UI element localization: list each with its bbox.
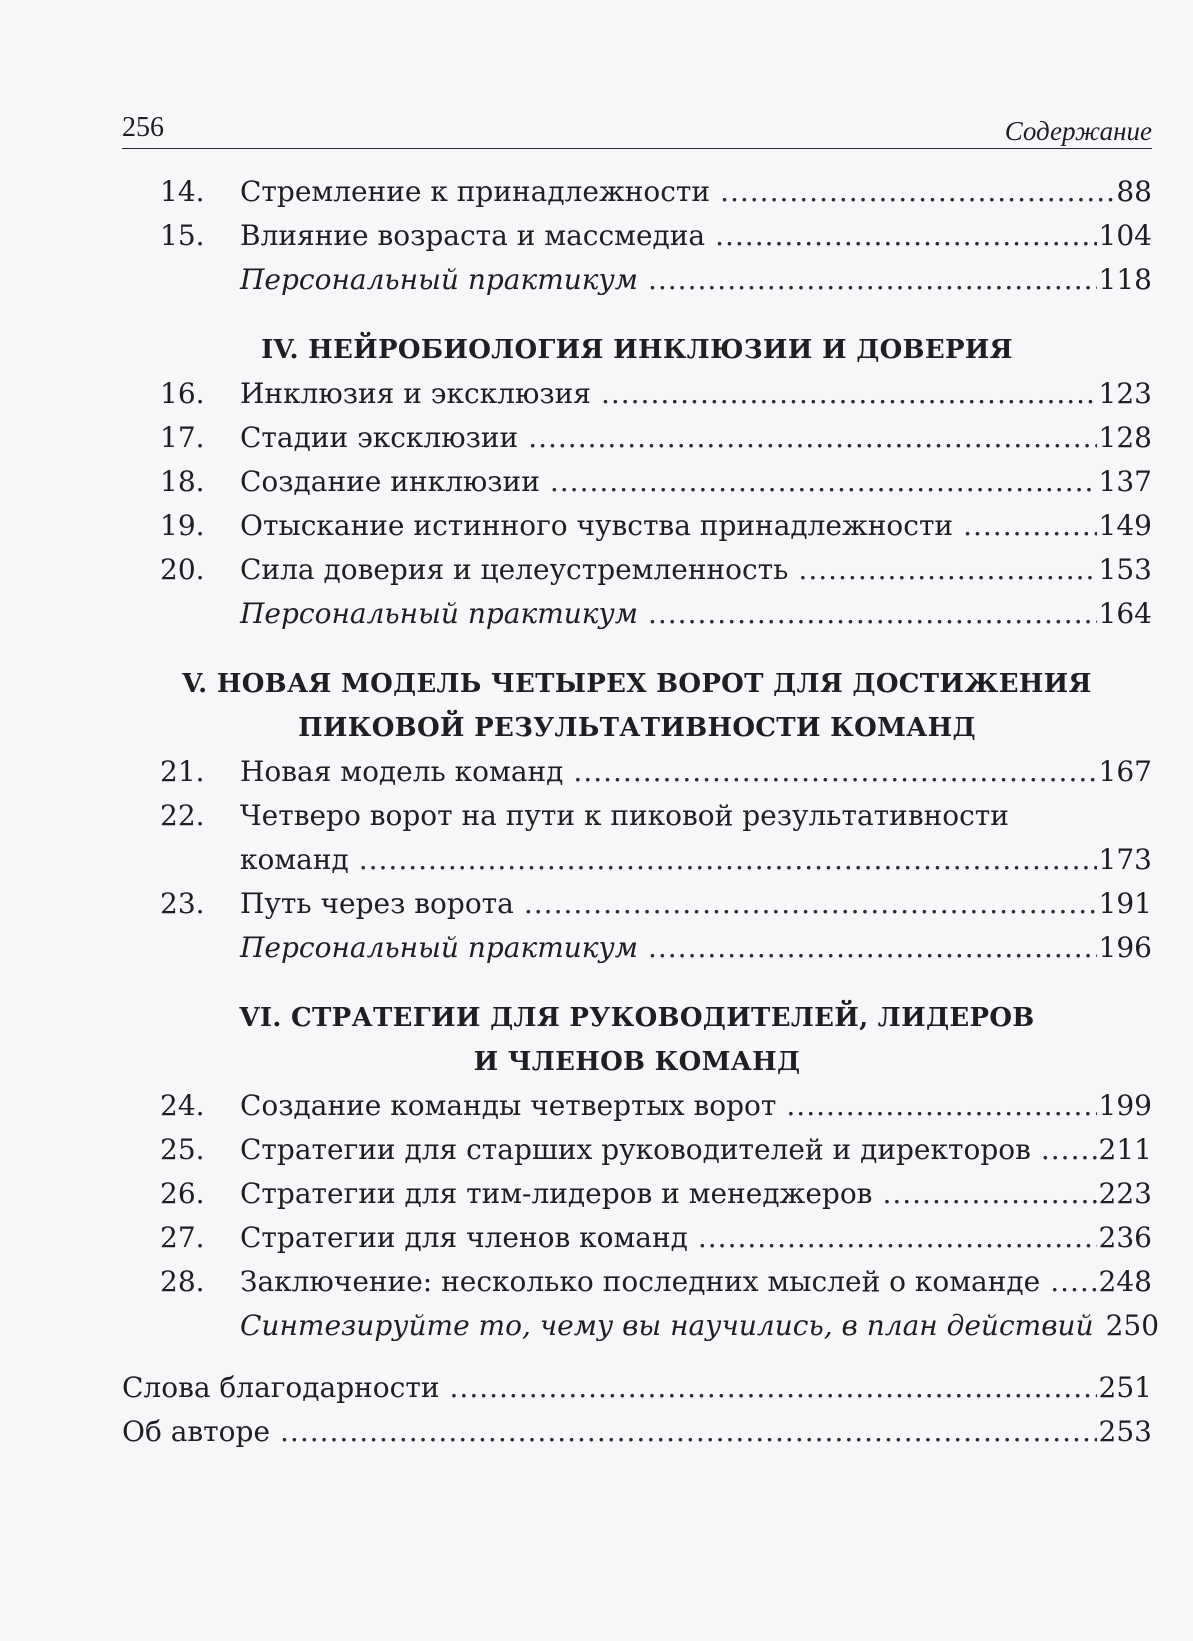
toc-entry-title: Персональный практикум: [240, 263, 638, 296]
toc-entry-page: 173: [1098, 843, 1152, 876]
toc-entry-page: 191: [1098, 887, 1152, 920]
toc-entry-number: 25.: [160, 1133, 205, 1166]
toc-entry-title: Синтезируйте то, чему вы научились, в план действий: [240, 1309, 1094, 1342]
toc-entry: [122, 416, 1152, 460]
toc-entry: [122, 1084, 1152, 1128]
section-heading-vi-line1: VI. СТРАТЕГИИ ДЛЯ РУКОВОДИТЕЛЕЙ, ЛИДЕРОВ: [239, 1003, 1035, 1033]
toc-entry-title: Создание инклюзии: [240, 465, 540, 498]
toc-entry-page: 236: [1098, 1221, 1152, 1254]
toc-entry-title: Об авторе: [122, 1415, 271, 1448]
toc-entry: [122, 1260, 1152, 1304]
toc-entry-title: Слова благодарности: [122, 1371, 440, 1404]
toc-entry-page: 137: [1098, 465, 1152, 498]
toc-entry-title: Персональный практикум: [240, 597, 638, 630]
toc-entry: [122, 214, 1152, 258]
toc-entry-title: Новая модель команд: [240, 755, 564, 788]
toc-entry-title: Стремление к принадлежности: [240, 175, 711, 208]
toc-entry-number: 18.: [160, 465, 205, 498]
page-header: [122, 112, 1152, 152]
toc-entry-acknowledgements: [122, 1366, 1152, 1410]
toc-entry-title: Стратегии для тим-лидеров и менеджеров: [240, 1177, 873, 1210]
toc-entry-title: Влияние возраста и массмедиа: [240, 219, 706, 252]
toc-entry-title: Стратегии для старших руководителей и директоров: [240, 1133, 1031, 1166]
page-number: 256: [122, 112, 164, 143]
toc-entry-page: 251: [1098, 1371, 1152, 1404]
toc-entry-title: Персональный практикум: [240, 931, 638, 964]
toc-entry-title: Инклюзия и эксклюзия: [240, 377, 591, 410]
toc-entry: [122, 170, 1152, 214]
toc-entry-number: 16.: [160, 377, 205, 410]
running-title: Содержание: [1004, 116, 1152, 146]
toc-entry: [122, 1216, 1152, 1260]
toc-entry: [122, 504, 1152, 548]
toc-entry-practicum: [122, 926, 1152, 970]
toc-entry: [122, 750, 1152, 794]
toc-entry-number: 15.: [160, 219, 205, 252]
toc-entry-page: 118: [1098, 263, 1152, 296]
toc-entry-number: 14.: [160, 175, 205, 208]
toc-entry-page: 104: [1098, 219, 1152, 252]
toc-entry-page: 128: [1098, 421, 1152, 454]
section-heading-vi-line2: И ЧЛЕНОВ КОМАНД: [473, 1047, 801, 1077]
toc-entry-number: 27.: [160, 1221, 205, 1254]
toc-entry-number: 24.: [160, 1089, 205, 1122]
toc-entry-number: 22.: [160, 799, 205, 832]
toc-entry-title-continued: команд: [240, 843, 349, 876]
toc-entry: [122, 882, 1152, 926]
toc-entry-page: 248: [1098, 1265, 1152, 1298]
toc-entry: [122, 548, 1152, 592]
toc-entry-about-author: [122, 1410, 1152, 1454]
toc-entry: [122, 794, 1152, 838]
section-heading-v-line2: ПИКОВОЙ РЕЗУЛЬТАТИВНОСТИ КОМАНД: [298, 713, 976, 743]
toc-entry-title: Путь через ворота: [240, 887, 514, 920]
toc-entry-page: 223: [1098, 1177, 1152, 1210]
toc-entry-page: 211: [1098, 1133, 1152, 1166]
toc-entry: [122, 372, 1152, 416]
toc-entry-title: Стратегии для членов команд: [240, 1221, 688, 1254]
toc-entry-title: Сила доверия и целеустремленность: [240, 553, 789, 586]
toc-entry-practicum: [122, 592, 1152, 636]
toc-entry-page: 123: [1098, 377, 1152, 410]
header-rule: [122, 148, 1152, 149]
toc-entry-number: 26.: [160, 1177, 205, 1210]
toc-entry: [122, 460, 1152, 504]
toc-entry-number: 28.: [160, 1265, 205, 1298]
section-heading-v-line1: V. НОВАЯ МОДЕЛЬ ЧЕТЫРЕХ ВОРОТ ДЛЯ ДОСТИЖЕНИЯ: [182, 669, 1092, 699]
toc-entry-number: 21.: [160, 755, 205, 788]
toc-entry-page: 88: [1116, 175, 1152, 208]
toc-entry-title: Создание команды четвертых ворот: [240, 1089, 777, 1122]
toc-entry-title: Отыскание истинного чувства принадлежности: [240, 509, 954, 542]
toc-entry-page: 149: [1098, 509, 1152, 542]
toc-entry: [122, 1128, 1152, 1172]
toc-entry-practicum: [122, 258, 1152, 302]
toc-entry-page: 253: [1098, 1415, 1152, 1448]
toc-entry: [122, 1172, 1152, 1216]
table-of-contents: [122, 170, 1160, 1454]
toc-entry-title: Стадии эксклюзии: [240, 421, 519, 454]
toc-entry-number: 23.: [160, 887, 205, 920]
toc-entry-synthesis: [122, 1304, 1160, 1348]
toc-entry-page: 196: [1098, 931, 1152, 964]
toc-entry-title: Заключение: несколько последних мыслей о команде: [240, 1265, 1041, 1298]
section-heading-iv: IV. НЕЙРОБИОЛОГИЯ ИНКЛЮЗИИ И ДОВЕРИЯ: [261, 335, 1013, 365]
toc-entry-page: 153: [1098, 553, 1152, 586]
toc-entry-page: 167: [1098, 755, 1152, 788]
toc-entry-page: 250: [1105, 1309, 1160, 1342]
toc-entry-number: 17.: [160, 421, 205, 454]
toc-entry-number: 19.: [160, 509, 205, 542]
toc-entry-continuation: [122, 838, 1152, 882]
toc-entry-title: Четверо ворот на пути к пиковой результативности: [240, 799, 1009, 832]
toc-entry-page: 164: [1098, 597, 1152, 630]
toc-entry-page: 199: [1098, 1089, 1152, 1122]
toc-entry-number: 20.: [160, 553, 205, 586]
